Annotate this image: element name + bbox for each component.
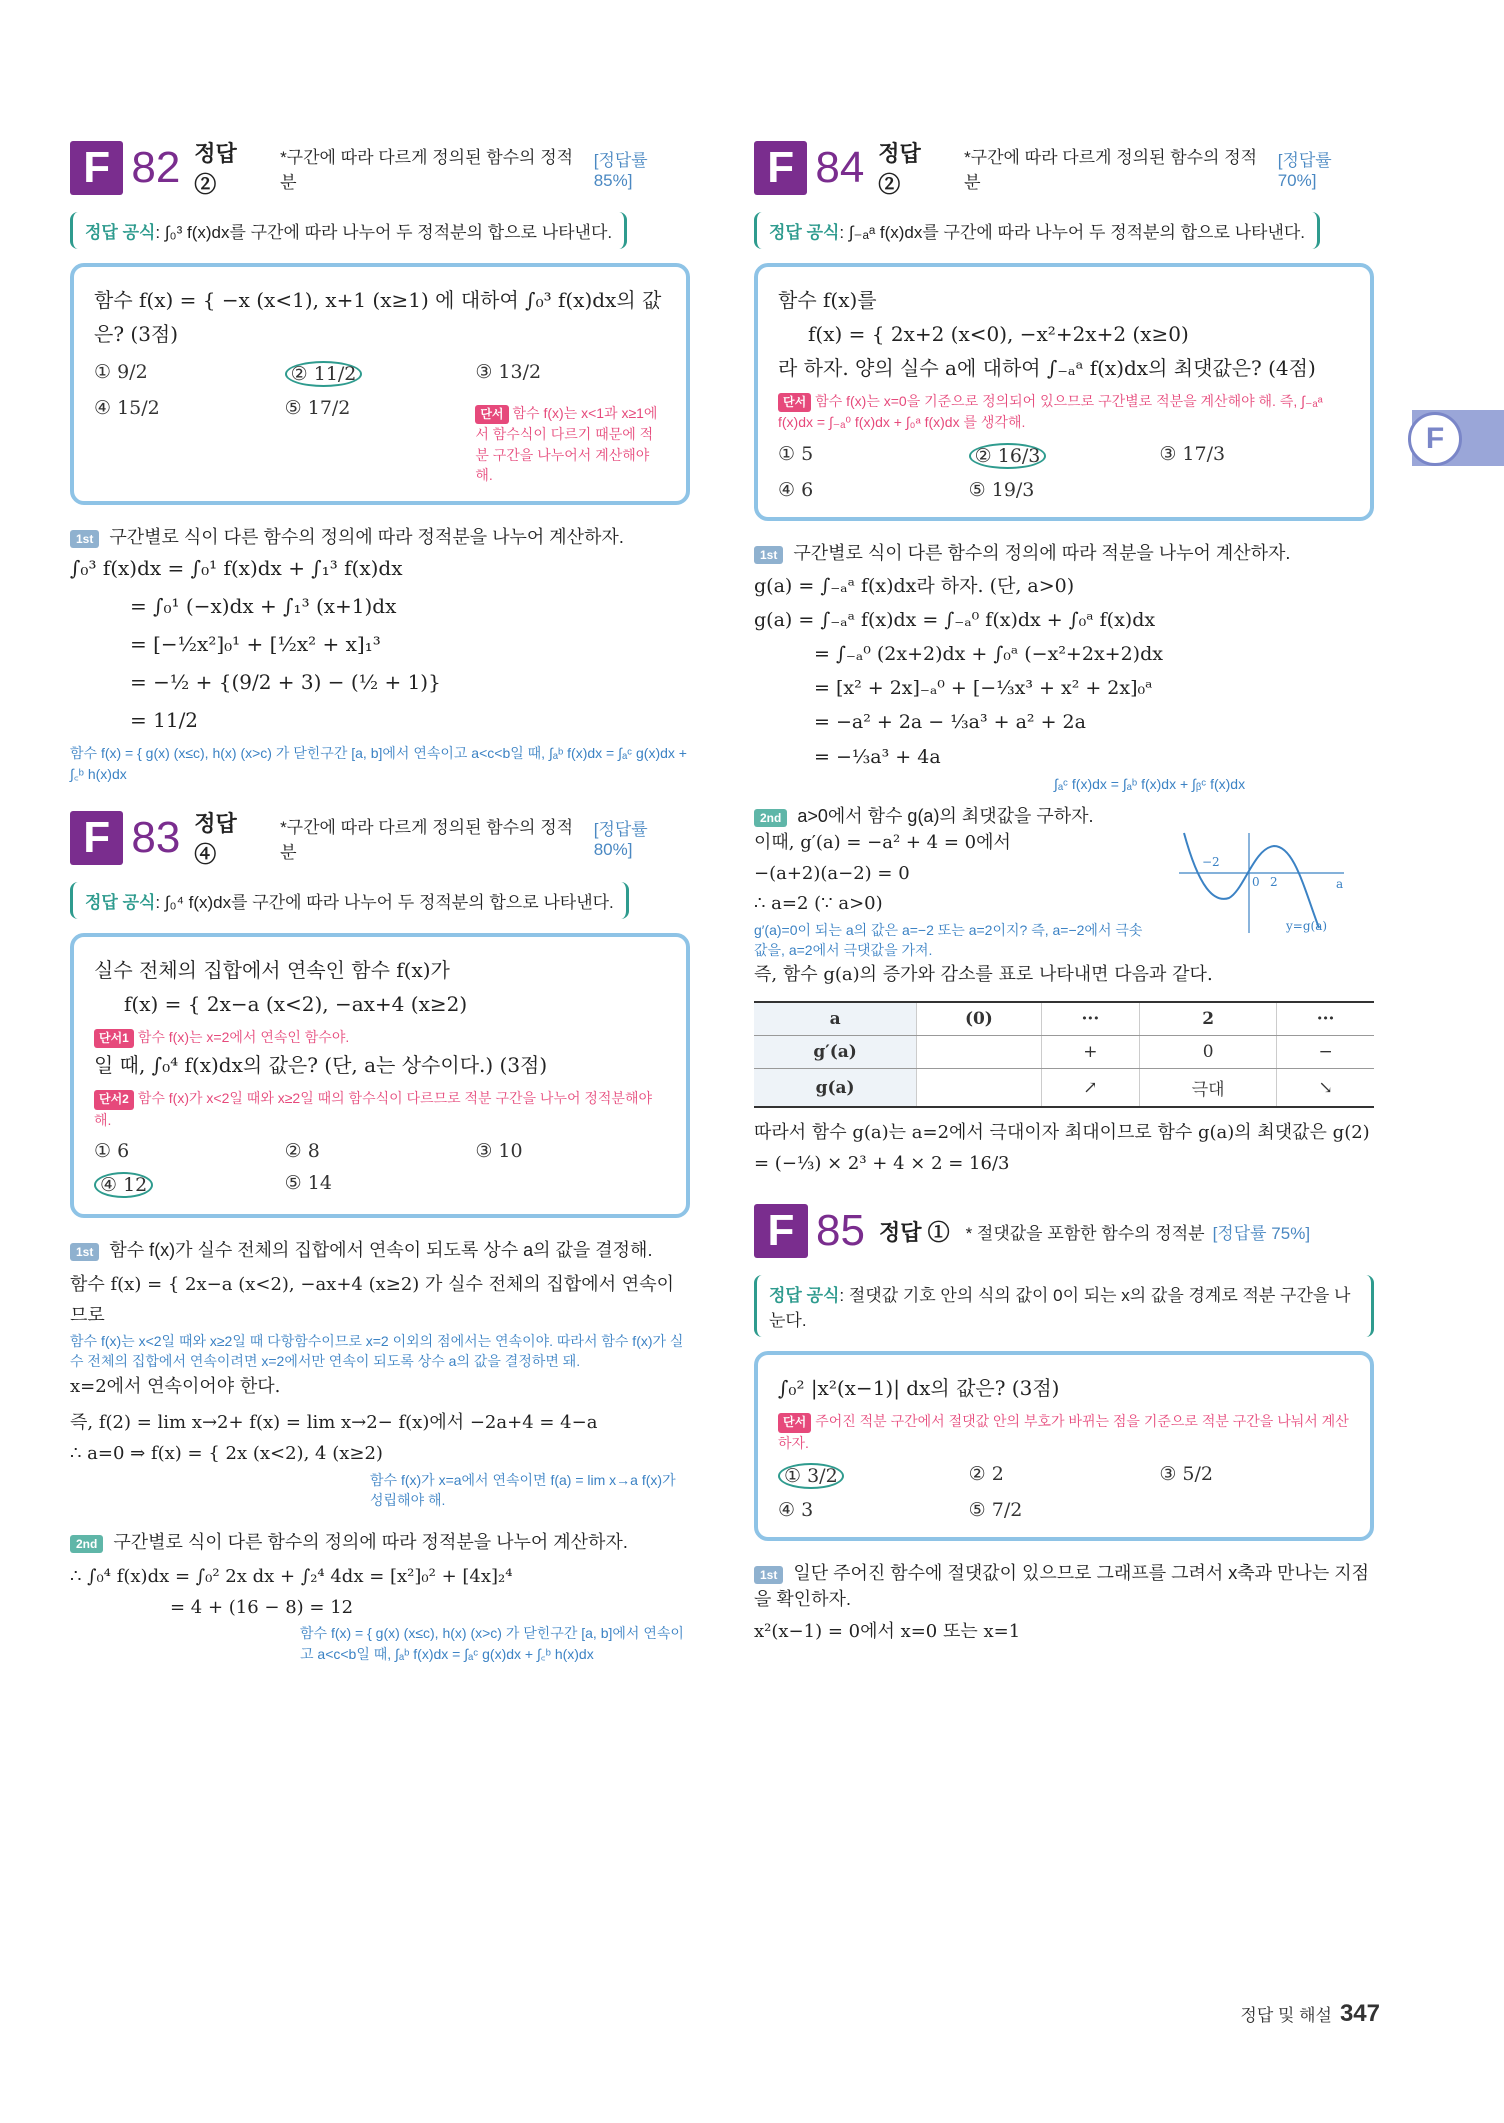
step-1: 1st 구간별로 식이 다른 함수의 정의에 따라 적분을 나누어 계산하자. — [754, 539, 1374, 565]
correct-choice: ② 11/2 — [285, 361, 363, 387]
problem-84 — [754, 140, 1374, 1179]
correct-choice: ② 16/3 — [969, 443, 1047, 469]
choice-3[interactable]: ③ 17/3 — [1159, 442, 1226, 465]
step-badge: 1st — [754, 546, 783, 564]
solution-math: ∫₀³ f(x)dx = ∫₀¹ f(x)dx + ∫₁³ f(x)dx = ∫₀¹ (−x)dx + ∫₁³ (x+1)dx = [−½x²]₀¹ + [½x² + x]₁³ = −½ + {(9/2 + 3) − (½ + 1)} = 11/2 — [70, 556, 441, 733]
choice-1[interactable] — [778, 1463, 969, 1489]
solution-line: 함수 f(x) = { 2x−a (x<2), −ax+4 (x≥2) 가 실수 전체의 집합에서 연속이므로 — [70, 1273, 674, 1326]
conclusion: 따라서 함수 g(a)는 a=2에서 극대이자 최대이므로 함수 g(a)의 최댓값은 g(2) = (−⅓) × 2³ + 4 × 2 = 16/3 — [754, 1122, 1370, 1174]
problem-header — [70, 810, 690, 866]
step-1: 1st 구간별로 식이 다른 함수의 정의에 따라 정적분을 나누어 계산하자. — [70, 523, 690, 549]
topic-label: *구간에 따라 다르게 정의된 함수의 정적분 — [280, 817, 574, 862]
topic-label: *구간에 따라 다르게 정의된 함수의 정적분 — [280, 148, 574, 192]
f-flag: F — [754, 1204, 808, 1258]
label-minus-2: −2 — [1202, 855, 1220, 870]
solution-math: g(a) = ∫₋ₐᵃ f(x)dx라 하자. (단, a>0) g(a) = ∫₋ₐᵃ f(x)dx = ∫₋ₐ⁰ f(x)dx + ∫₀ᵃ f(x)dx = ∫₋ₐ⁰ (2x+2)dx + ∫₀ᵃ (−x²+2x+2)dx = [x² + 2x]₋ₐ⁰ + [−⅓x³ + x² + 2x]₀ᵃ = −a² + 2a − ⅓a³ + a² + 2a = −⅓a³ + 4a — [754, 574, 1163, 768]
step-1: 1st 일단 주어진 함수에 절댓값이 있으므로 그래프를 그려서 x축과 만나는 지점을 확인하자. — [754, 1562, 1369, 1609]
choice-2[interactable] — [969, 443, 1160, 469]
answer-label: 정답 ① — [878, 1219, 950, 1245]
side-note: g′(a)=0이 되는 a의 값은 a=−2 또는 a=2이지? 즉, a=−2에서 극솟값을, a=2에서 극댓값을 가져. — [754, 921, 1143, 959]
accuracy-rate: [정답률 80%] — [593, 820, 648, 860]
problem-number: 85 — [816, 1206, 865, 1256]
accuracy-rate: [정답률 70%] — [1277, 150, 1332, 190]
problem-text: 함수 f(x)를 — [778, 288, 877, 312]
answer-label: 정답 ④ — [194, 810, 237, 867]
hint-1: 단서1 함수 f(x)는 x=2에서 연속인 함수야. — [94, 1027, 666, 1048]
choice-4[interactable]: ④ 15/2 — [94, 397, 160, 419]
section-letter: F — [1408, 412, 1462, 466]
choices — [778, 1463, 1350, 1521]
correct-choice: ④ 12 — [94, 1172, 153, 1198]
problem-text: 실수 전체의 집합에서 연속인 함수 f(x)가 — [94, 957, 450, 982]
problem-85 — [754, 1203, 1374, 1647]
choices — [94, 361, 666, 485]
choice-4[interactable]: ④ 3 — [778, 1498, 814, 1521]
label-2: 2 — [1270, 875, 1278, 890]
problem-header — [754, 1203, 1374, 1259]
label-0: 0 — [1252, 875, 1260, 890]
hint: 단서 함수 f(x)는 x<1과 x≥1에서 함수식이 다르기 때문에 적분 구간을 나누어서 계산해야 해. — [475, 405, 658, 483]
variation-table — [754, 1001, 1374, 1108]
problem-number: 84 — [815, 143, 865, 192]
problem-text-2: 일 때, ∫₀⁴ f(x)dx의 값은? (단, a는 상수이다.) (3점) — [94, 1053, 548, 1078]
formula-label: 정답 공식 — [769, 223, 840, 242]
choice-1[interactable]: ① 6 — [94, 1139, 130, 1162]
correct-choice: ① 3/2 — [778, 1463, 844, 1489]
formula-text: : ∫₋ₐᵃ f(x)dx를 구간에 따라 나누어 두 정적분의 합으로 나타낸다. — [839, 223, 1306, 242]
section-tab[interactable] — [1412, 410, 1504, 466]
formula-text: : ∫₀³ f(x)dx를 구간에 따라 나누어 두 정적분의 합으로 나타낸다. — [155, 223, 613, 242]
cubic-graph — [1174, 828, 1354, 938]
side-note: ∫ₐᶜ f(x)dx = ∫ₐᵇ f(x)dx + ∫ᵦᶜ f(x)dx — [1054, 775, 1246, 792]
choice-5[interactable]: ⑤ 17/2 — [284, 397, 351, 419]
step-badge: 1st — [70, 1243, 99, 1261]
step-badge: 2nd — [70, 1535, 103, 1553]
hint-tag: 단서 — [475, 405, 508, 424]
solution-line: 즉, f(2) = lim x→2+ f(x) = lim x→2− f(x)에서 −2a+4 = 4−a — [70, 1412, 598, 1434]
choice-2[interactable] — [285, 361, 476, 387]
step-2: 2nd a>0에서 함수 g(a)의 최댓값을 구하자. — [754, 802, 1374, 828]
derivative-row: 이때, g′(a) = −a² + 4 = 0에서 −(a+2)(a−2) = 0 ∴ a=2 (∵ a>0) g′(a)=0이 되는 a의 값은 a=−2 또는 a=2이지? 즉, a=−2에서 극솟값을, a=2에서 극댓값을 가져. −2 0 2 a y=g(a) — [754, 828, 1374, 960]
topic-label: *구간에 따라 다르게 정의된 함수의 정적분 — [964, 148, 1258, 192]
problem-number: 83 — [131, 812, 181, 862]
problem-box — [70, 263, 690, 505]
table-row: g(a) ↗ 극대 ↘ — [754, 1069, 1374, 1108]
step-badge: 2nd — [754, 809, 787, 827]
label-a: a — [1336, 877, 1344, 892]
choice-4[interactable]: ④ 6 — [778, 478, 814, 501]
step-badge: 1st — [70, 530, 99, 548]
choice-4[interactable] — [94, 1172, 285, 1198]
problem-box — [754, 263, 1374, 521]
hint: 단서 주어진 적분 구간에서 절댓값 안의 부호가 바뀌는 점을 기준으로 적분 구간을 나눠서 계산하자. — [778, 1413, 1349, 1451]
choices — [94, 1140, 666, 1198]
answer-label: 정답 ② — [194, 141, 237, 197]
choice-5[interactable]: ⑤ 19/3 — [968, 478, 1035, 501]
label-curve: y=g(a) — [1286, 919, 1328, 934]
step-1: 1st 함수 f(x)가 실수 전체의 집합에서 연속이 되도록 상수 a의 값을 결정해. — [70, 1236, 690, 1262]
piecewise: f(x) = { 2x+2 (x<0), −x²+2x+2 (x≥0) — [808, 322, 1189, 346]
side-note: 함수 f(x)가 x=a에서 연속이면 f(a) = lim x→a f(x)가 성립해야 해. — [370, 1471, 676, 1508]
answer-formula — [70, 882, 629, 919]
solution-row — [70, 549, 690, 739]
accuracy-rate: [정답률 85%] — [593, 150, 648, 190]
answer-formula — [70, 212, 627, 249]
f-flag: F — [70, 141, 123, 195]
side-note: 함수 f(x)는 x<2일 때와 x≥2일 때 다항함수이므로 x=2 이외의 점에서는 연속이야. 따라서 함수 f(x)가 실수 전체의 집합에서 연속이려면 x=2에서만 연속이 되도록 상수 a의 값을 결정하면 돼. — [70, 1333, 684, 1370]
footer-label: 정답 및 해설 — [1240, 2006, 1332, 2025]
solution-line: x²(x−1) = 0에서 x=0 또는 x=1 — [754, 1620, 1021, 1642]
answer-formula — [754, 212, 1320, 249]
problem-82 — [70, 140, 690, 784]
choice-5[interactable]: ⑤ 7/2 — [968, 1498, 1023, 1521]
formula-label: 정답 공식 — [85, 223, 156, 242]
side-note: 함수 f(x) = { g(x) (x≤c), h(x) (x>c) 가 닫힌구간 [a, b]에서 연속이고 a<c<b일 때, ∫ₐᵇ f(x)dx = ∫ₐᶜ g(x)dx + ∫꜀ᵇ h(x)dx — [300, 1625, 684, 1662]
solution-line: 즉, 함수 g(a)의 증가와 감소를 표로 나타내면 다음과 같다. — [754, 964, 1213, 986]
answer-formula — [754, 1275, 1374, 1337]
choice-3[interactable]: ③ 10 — [475, 1139, 523, 1162]
solution-line: x=2에서 연속이어야 한다. — [70, 1375, 281, 1397]
solution-line: = 4 + (16 − 8) = 12 — [170, 1596, 354, 1618]
table-row: g′(a) + 0 − — [754, 1036, 1374, 1069]
f-flag: F — [70, 811, 123, 865]
formula-label: 정답 공식 — [769, 1286, 840, 1306]
solution-line: ∴ ∫₀⁴ f(x)dx = ∫₀² 2x dx + ∫₂⁴ 4dx = [x²]₀² + [4x]₂⁴ — [70, 1566, 513, 1588]
choice-2[interactable]: ② 8 — [284, 1139, 320, 1162]
problem-box — [70, 933, 690, 1218]
solution-line: ∴ a=0 ⇒ f(x) = { 2x (x<2), 4 (x≥2) — [70, 1442, 383, 1464]
left-column — [70, 140, 690, 1664]
choice-2[interactable]: ② 2 — [968, 1462, 1004, 1485]
problem-text: ∫₀² |x²(x−1)| dx의 값은? (3점) — [778, 1376, 1060, 1401]
problem-box — [754, 1351, 1374, 1541]
problem-text: 함수 f(x) = { −x (x<1), x+1 (x≥1) 에 대하여 ∫₀³ f(x)dx의 값은? (3점) — [94, 288, 662, 346]
formula-text: : 절댓값 기호 안의 식의 값이 0이 되는 x의 값을 경계로 적분 구간을 나눈다. — [769, 1286, 1351, 1331]
piecewise: f(x) = { 2x−a (x<2), −ax+4 (x≥2) — [124, 991, 468, 1016]
step-2: 2nd 구간별로 식이 다른 함수의 정의에 따라 정적분을 나누어 계산하자. — [70, 1528, 690, 1554]
right-column — [754, 140, 1374, 1648]
topic-label: * 절댓값을 포함한 함수의 정적분 — [965, 1223, 1205, 1243]
problem-header — [70, 140, 690, 196]
problem-text-2: 라 하자. 양의 실수 a에 대하여 ∫₋ₐᵃ f(x)dx의 최댓값은? (4점) — [778, 356, 1316, 380]
step-badge: 1st — [754, 1566, 783, 1584]
page-number: 347 — [1339, 2000, 1380, 2027]
hint: 단서 함수 f(x)는 x=0을 기준으로 정의되어 있으므로 구간별로 적분을 계산해야 해. 즉, ∫₋ₐᵃ f(x)dx = ∫₋ₐ⁰ f(x)dx + ∫₀ᵃ f(x)dx 를 생각해. — [778, 393, 1323, 431]
choice-5[interactable]: ⑤ 14 — [284, 1171, 332, 1194]
problem-83 — [70, 810, 690, 1664]
problem-header — [754, 140, 1374, 196]
formula-label: 정답 공식 — [85, 892, 156, 912]
formula-text: : ∫₀⁴ f(x)dx를 구간에 따라 나누어 두 정적분의 합으로 나타낸다. — [155, 892, 614, 912]
choices — [778, 443, 1350, 501]
choice-1[interactable]: ① 5 — [778, 442, 814, 465]
choice-3[interactable]: ③ 5/2 — [1159, 1462, 1213, 1485]
accuracy-rate: [정답률 75%] — [1212, 1223, 1311, 1243]
table-header-row: a (0) ··· 2 ··· — [754, 1002, 1374, 1036]
answer-label: 정답 ② — [878, 141, 921, 197]
choice-1[interactable]: ① 9/2 — [94, 361, 148, 383]
hint-2: 단서2 함수 f(x)가 x<2일 때와 x≥2일 때의 함수식이 다르므로 적분 구간을 나누어 정적분해야 해. — [94, 1090, 653, 1128]
f-flag: F — [754, 141, 807, 195]
choice-3[interactable]: ③ 13/2 — [475, 361, 542, 383]
problem-number: 82 — [131, 143, 181, 192]
side-note: 함수 f(x) = { g(x) (x≤c), h(x) (x>c) 가 닫힌구간 [a, b]에서 연속이고 a<c<b일 때, ∫ₐᵇ f(x)dx = ∫ₐᶜ g(x)dx + ∫꜀ᵇ h(x)dx — [70, 745, 687, 782]
page-footer — [1240, 2000, 1380, 2028]
